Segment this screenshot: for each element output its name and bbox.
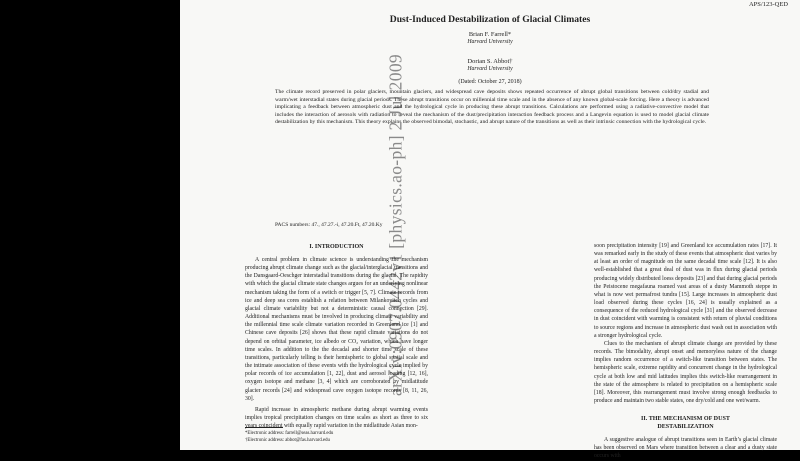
body-paragraph: A suggestive analogue of abrupt transitions seen in Earth’s glacial climate has been observed on Mars where transition between a clear and a dusty state occurs with	[594, 437, 777, 460]
body-paragraph: Clues to the mechanism of abrupt climate change are provided by these records. The bimodality, abrupt onset and memoryless nature of the change implies random occurrence of a switch-like transition between states. The hemispheric scale, extreme rapidity and concurrent change in the hydrological cycle at both low and mid latitudes implies this switch-like rearrangement in the state of the atmosphere is related to precipitation on a hemispheric scale [18]. Moreover, this rearrangement must involve strong enough feedbacks to produce and maintain two stable states, one dry/cold and one wet/warm.	[594, 340, 777, 404]
section-heading-introduction: I. INTRODUCTION	[309, 244, 364, 250]
section-heading-mechanism	[594, 415, 777, 431]
date-line: (Dated: October 27, 2018)	[458, 79, 522, 85]
pacs-numbers: PACS numbers: 47., 47.27.-i, 47.20.Ft, 47.20.Ky	[275, 222, 383, 228]
footnote-2: †Electronic address: abbot@fas.harvard.edu	[245, 438, 330, 443]
body-paragraph: soon precipitation intensity [19] and Greenland ice accumulation rates [17]. It was remarked early in the study of these events that atmospheric dust varies by at least an order of magnitude on the same decadal time scale [12]. It is also well-established that a great deal of dust was in flux during glacial periods producing widely distributed loess deposits [23] and that during glacial periods the Peistocene megafauna roamed vast areas of a dusty Mammoth steppe in what is now wet permafrost tundra [15]. Large increases in atmospheric dust load observed during these cycles [16, 24] is usually explained as a consequence of the reduced hydrological cycle [31] and the observed decrease in dust coincident with warming is consistent with return of pluvial conditions to source regions and increase in atmospheric dust wash out in association with a stronger hydrological cycle.	[594, 243, 777, 339]
footnote-1: *Electronic address: farrell@seas.harvard.edu	[245, 431, 334, 436]
abstract: The climate record preserved in polar glaciers, mountain glaciers, and widespread cave deposits shows repeated occurrence of abrupt global transitions between cold/dry stadial and warm/wet interstadial states during glacial periods. These abrupt transitions occur on millennial time scale and in the absence of any known global-scale forcing. Here a theory is advanced implicating a feedback between atmospheric dust and the hydrological cycle in producing these abrupt transitions. Calculations are performed using a radiative-convective model that includes the interaction of aerosols with radiation to reveal the mechanism of the dust/precipitation interaction feedback process and a Langevin equation is used to model glacial climate destabilization by this mechanism. This theory explains the observed bimodal, stochastic, and abrupt nature of the transitions as well as their intrinsic connection with the hydrological cycle.	[275, 89, 709, 126]
right-column	[594, 242, 777, 461]
author-name-2: Dorian S. Abbot†	[467, 58, 513, 65]
paper-title: Dust-Induced Destabilization of Glacial Climates	[389, 14, 591, 25]
report-code: APS/123-QED	[748, 1, 788, 8]
paper-page	[180, 0, 800, 460]
body-paragraph: Rapid increase in atmospheric methane during abrupt warming events implies tropical precipitation changes on time scales as short as three to six years coincident with equally rapid variation in the midlatitude Asian mon-	[245, 406, 428, 430]
author-affiliation-2: Harvard University	[467, 66, 513, 72]
section-heading-line: II. THE MECHANISM OF DUST	[641, 416, 730, 423]
arxiv-identifier: arXiv:0907.0442v1 [physics.ao-ph] 2 Jul 2009	[385, 53, 406, 397]
footnote-rule	[245, 427, 283, 428]
author-name-1: Brian F. Farrell*	[468, 31, 512, 38]
author-affiliation-1: Harvard University	[467, 39, 513, 45]
body-paragraph: A central problem in climate science is understanding the mechanism producing abrupt climate change such as the glacial/interglacial transitions and the Dansgaard-Oeschger interstadial transitions during the glacial. The rapidity with which the glacial climate state changes argues for an underlying nonlinear mechanism taking the form of a switch or trigger [5, 7]. Climate records from ice and deep sea cores establish a relation between Milankovitch cycles and glacial climate variability but not a deterministic causal connection [29]. Additional mechanisms must be involved in producing climate variability and the millennial time scale climate variation recorded in Greenland ice [1] and Chinese cave deposits [26] shows that these rapid climate variations do not depend on orbital parameter, ice albedo or CO₂ variation, which have longer time scales. In addition to the the decadal and shorter time scale of these transitions, particularly telling is their hemispheric to global spatial scale and the intimate association of these events with the hydrological cycle implied by polar records of ice accumulation [1, 22], dust and aerosol loading [12, 16], oxygen isotope and methane [3, 4] which are corroborated by midlatitude glacier records [24] and widespread cave oxygen isotope records [8, 11, 26, 30].	[245, 257, 428, 402]
section-heading-line: DESTABILIZATION	[657, 424, 714, 431]
left-column	[245, 243, 428, 430]
